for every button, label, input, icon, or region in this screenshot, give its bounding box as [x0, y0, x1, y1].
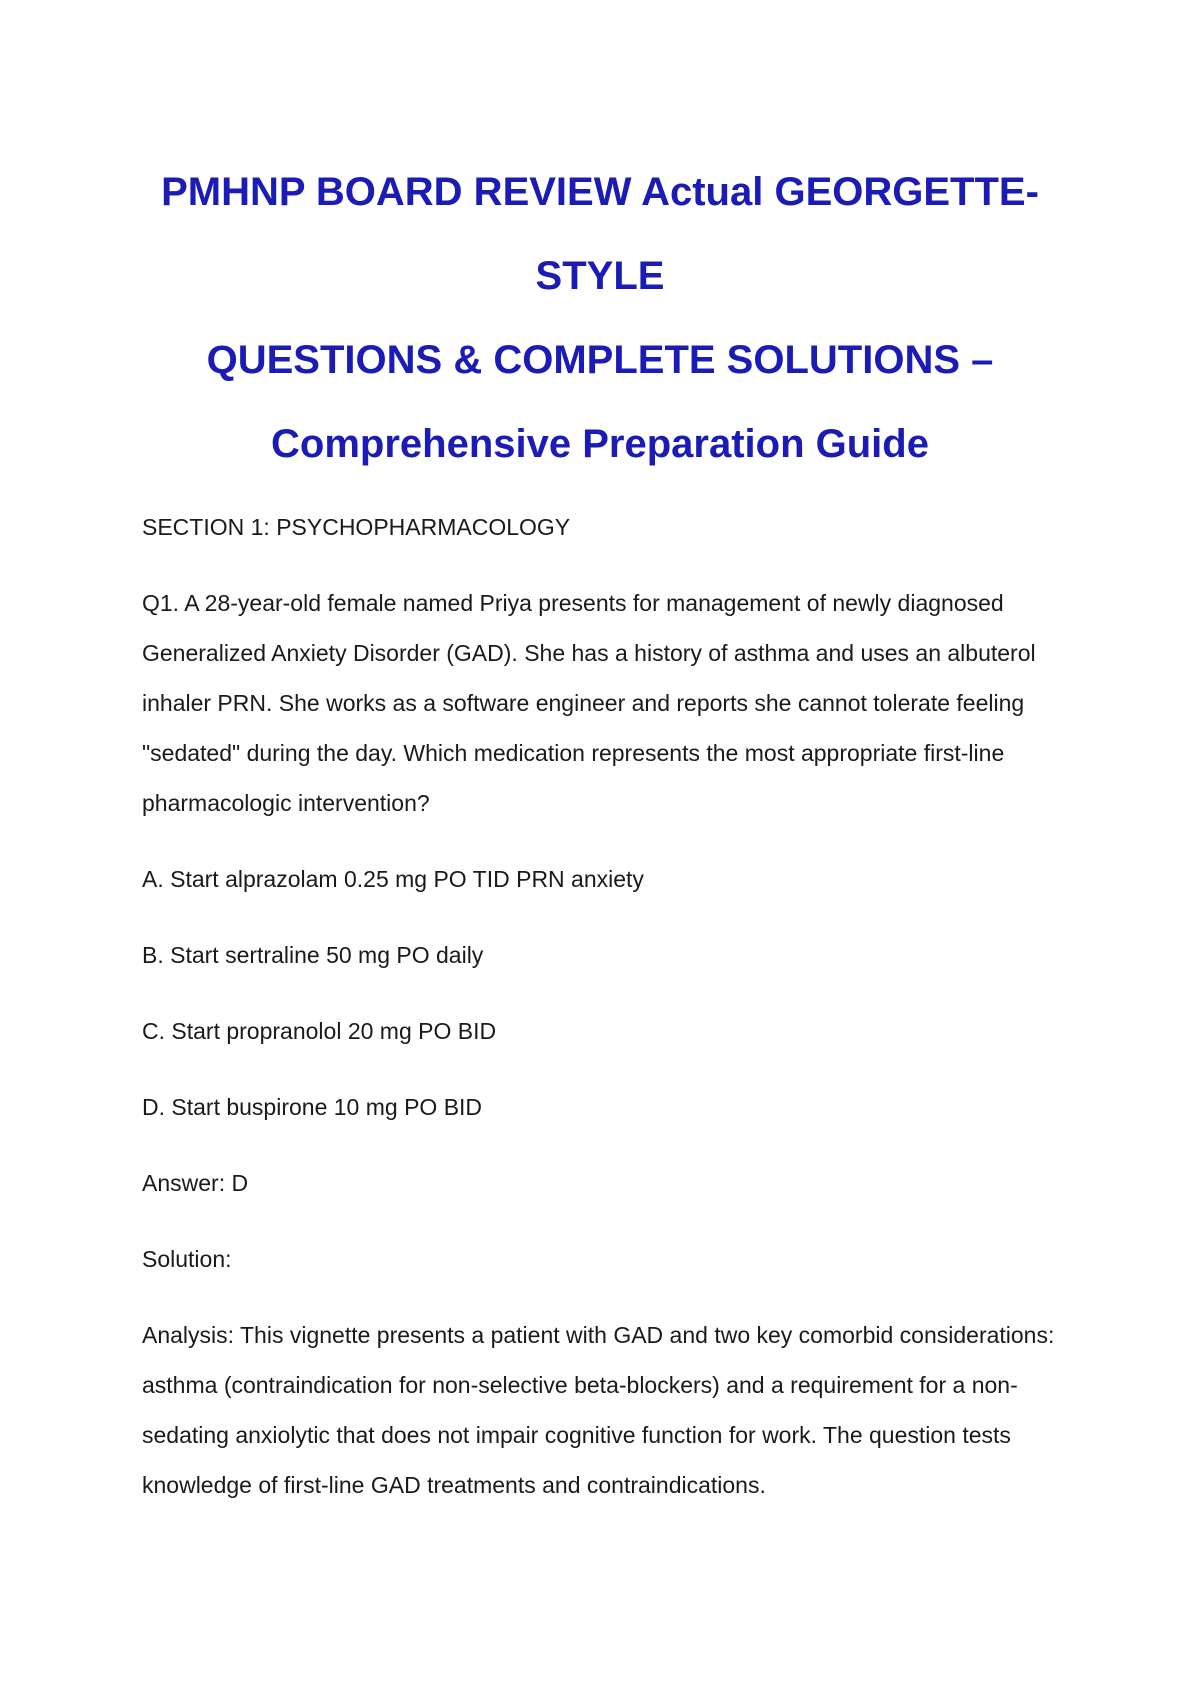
answer-options — [142, 854, 1072, 1132]
option-a: A. Start alprazolam 0.25 mg PO TID PRN anxiety — [142, 866, 644, 892]
section-heading: SECTION 1: PSYCHOPHARMACOLOGY — [142, 514, 571, 540]
analysis-paragraph: Analysis: This vignette presents a patient with GAD and two key comorbid considerations: asthma (contraindication for non-selective beta-blockers) and a requirement for a non-sedating anxiolytic that does not impair cognitive function for work. The question tests knowledge of first-line GAD treatments and contraindications. — [142, 1322, 1055, 1498]
solution-label: Solution: — [142, 1246, 232, 1272]
document-title — [120, 150, 1080, 486]
title-line-3: Comprehensive Preparation Guide — [271, 422, 929, 466]
option-c: C. Start propranolol 20 mg PO BID — [142, 1018, 497, 1044]
question-stem: Q1. A 28-year-old female named Priya presents for management of newly diagnosed Generalized Anxiety Disorder (GAD). She has a history of asthma and uses an albuterol inhaler PRN. She works as a software engineer and reports she cannot tolerate feeling "sedated" during the day. Which medication represents the most appropriate first-line pharmacologic intervention? — [142, 590, 1036, 816]
answer-line: Answer: D — [142, 1170, 249, 1196]
title-line-2: QUESTIONS & COMPLETE SOLUTIONS – — [206, 338, 994, 382]
title-line-1: PMHNP BOARD REVIEW Actual GEORGETTE-STYLE — [161, 170, 1039, 298]
option-d: D. Start buspirone 10 mg PO BID — [142, 1094, 483, 1120]
document-body — [142, 502, 1072, 1536]
option-b: B. Start sertraline 50 mg PO daily — [142, 942, 484, 968]
